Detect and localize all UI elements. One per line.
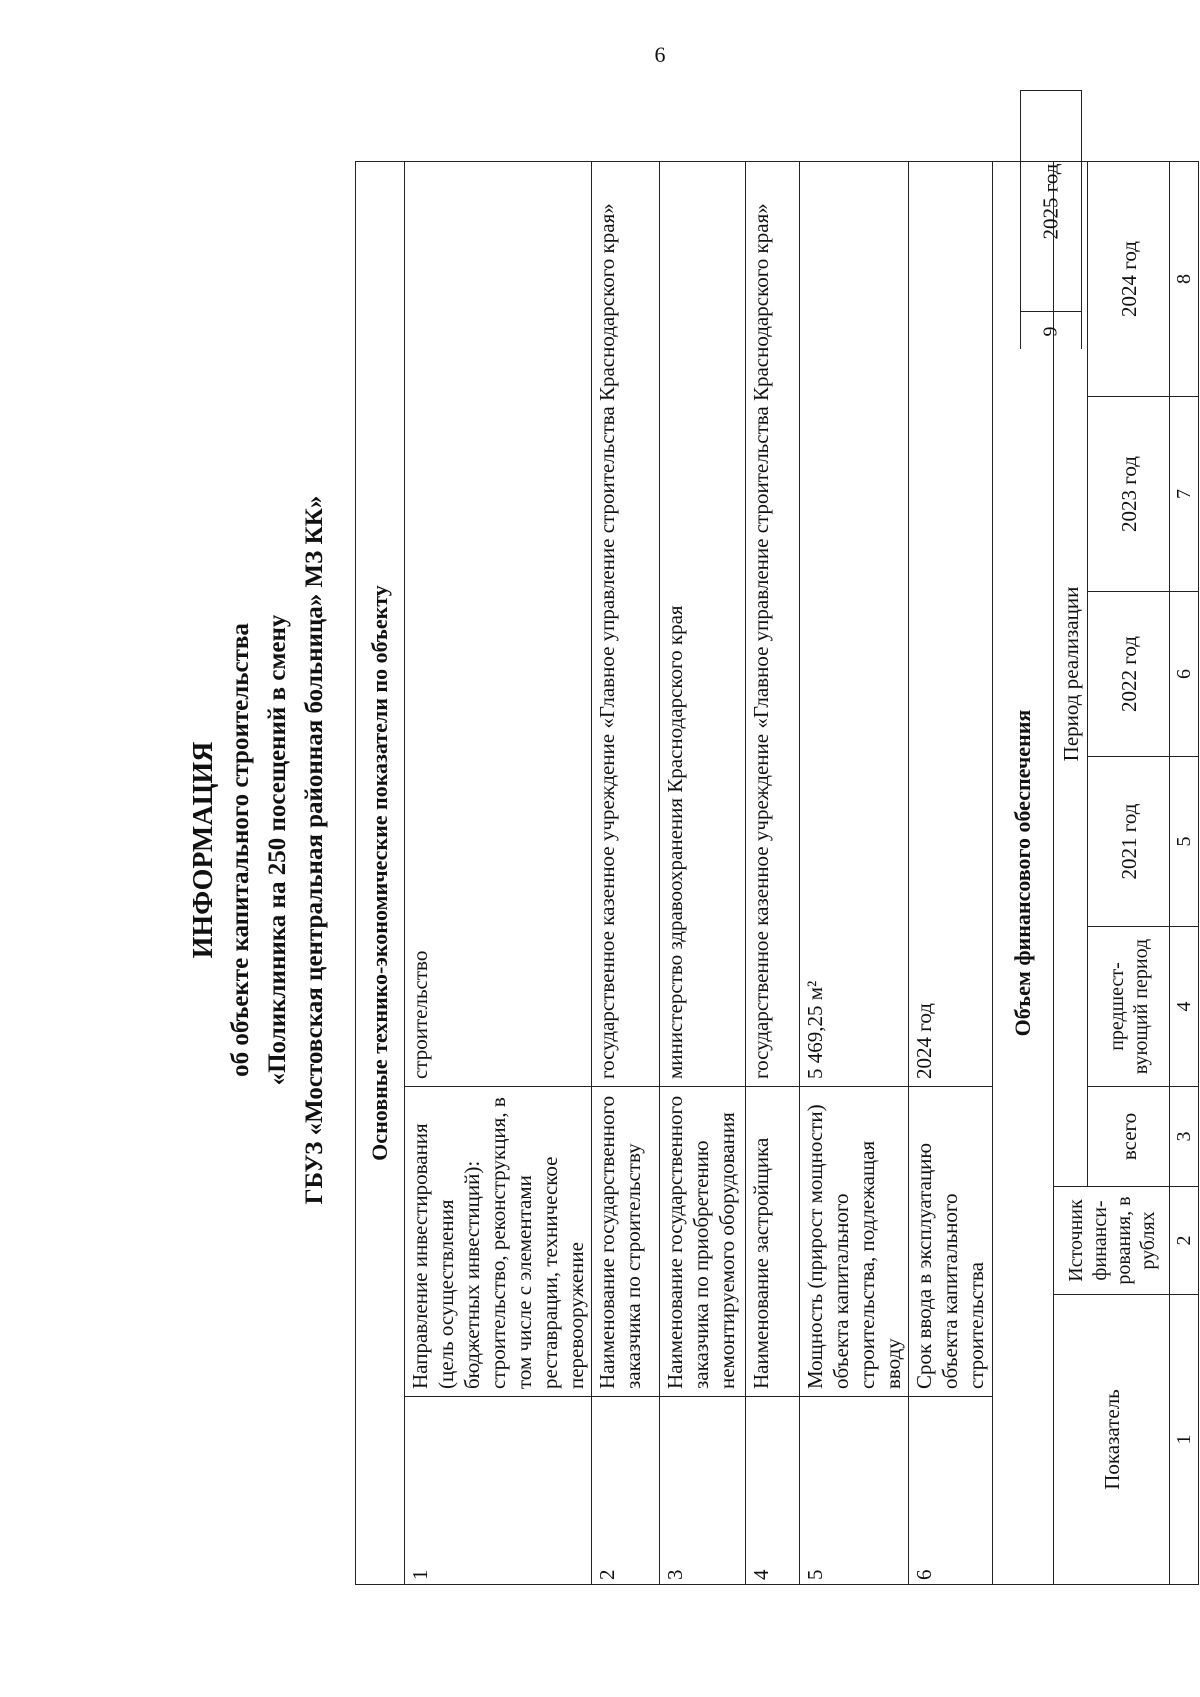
row-value: 5 469,25 м² <box>800 162 909 1087</box>
table-row <box>909 162 993 1585</box>
row-label: Наименование государственного заказчика по строительству <box>592 1087 660 1397</box>
table-row <box>405 162 592 1585</box>
col-index: 8 <box>1170 162 1199 397</box>
col-source: Источник финанси-рования, в рублях <box>1054 1187 1170 1295</box>
row-number: 3 <box>660 1397 746 1585</box>
col-indicator: Показатель <box>1054 1295 1170 1585</box>
col-year-2024: 2024 год <box>1088 162 1170 397</box>
col-index: 5 <box>1170 757 1199 927</box>
finance-section-heading: Объем финансового обеспечения <box>993 162 1054 1585</box>
row-label: Направление инвестирования (цель осуществления бюджетных инвестиций): строительство, реконструкция, в том числе с элементами реставрации, техническое перевооружение <box>405 1087 592 1397</box>
table-row <box>660 162 746 1585</box>
col-total: всего <box>1088 1087 1170 1187</box>
col-year-2023: 2023 год <box>1088 397 1170 592</box>
col-index: 3 <box>1170 1087 1199 1187</box>
row-number: 4 <box>746 1397 800 1585</box>
header-line-3: ГБУЗ «Мостовская центральная районная больница» МЗ КК» <box>301 495 328 1205</box>
row-number: 6 <box>909 1397 993 1585</box>
row-value: министерство здравоохранения Краснодарского края <box>660 162 746 1087</box>
col-index: 6 <box>1170 592 1199 757</box>
col-year-2022: 2022 год <box>1088 592 1170 757</box>
tech-section-heading: Основные технико-экономические показатели по объекту <box>356 162 405 1585</box>
year-2025-cell-wrap <box>1020 90 1082 349</box>
row-number: 5 <box>800 1397 909 1585</box>
header-line-1: об объекте капитального строительства <box>227 623 254 1077</box>
row-number: 1 <box>405 1397 592 1585</box>
table-row <box>800 162 909 1585</box>
col-prev-period: предшест-вующий период <box>1088 927 1170 1087</box>
row-value: строительство <box>405 162 592 1087</box>
col-year-2025: 2025 год <box>1038 163 1063 239</box>
column-index-row <box>1170 162 1199 1585</box>
finance-header-row <box>1054 162 1088 1585</box>
document-header <box>180 95 355 1605</box>
col-index: 4 <box>1170 927 1199 1087</box>
table-row <box>592 162 660 1585</box>
row-label: Наименование государственного заказчика по приобретению немонтируемого оборудования <box>660 1087 746 1397</box>
col-index: 1 <box>1170 1295 1199 1585</box>
row-value: государственное казенное учреждение «Главное управление строительства Краснодарского края» <box>592 162 660 1087</box>
row-number: 2 <box>592 1397 660 1585</box>
row-label: Мощность (прирост мощности) объекта капитального строительства, подлежащая вводу <box>800 1087 909 1397</box>
col-period: Период реализации <box>1054 162 1088 1187</box>
col-year-2021: 2021 год <box>1088 757 1170 927</box>
col-index: 9 <box>1039 326 1062 336</box>
page-number: 6 <box>654 42 666 67</box>
table-row <box>746 162 800 1585</box>
row-label: Наименование застройщика <box>746 1087 800 1397</box>
row-value: 2024 год <box>909 162 993 1087</box>
col-index: 2 <box>1170 1187 1199 1295</box>
object-info-table <box>355 161 1199 1585</box>
row-value: государственное казенное учреждение «Главное управление строительства Краснодарского края» <box>746 162 800 1087</box>
document-title: ИНФОРМАЦИЯ <box>188 741 219 959</box>
header-line-2: «Поликлиника на 250 посещений в смену <box>264 614 291 1086</box>
row-label: Срок ввода в эксплуатацию объекта капитального строительства <box>909 1087 993 1397</box>
col-index: 7 <box>1170 397 1199 592</box>
